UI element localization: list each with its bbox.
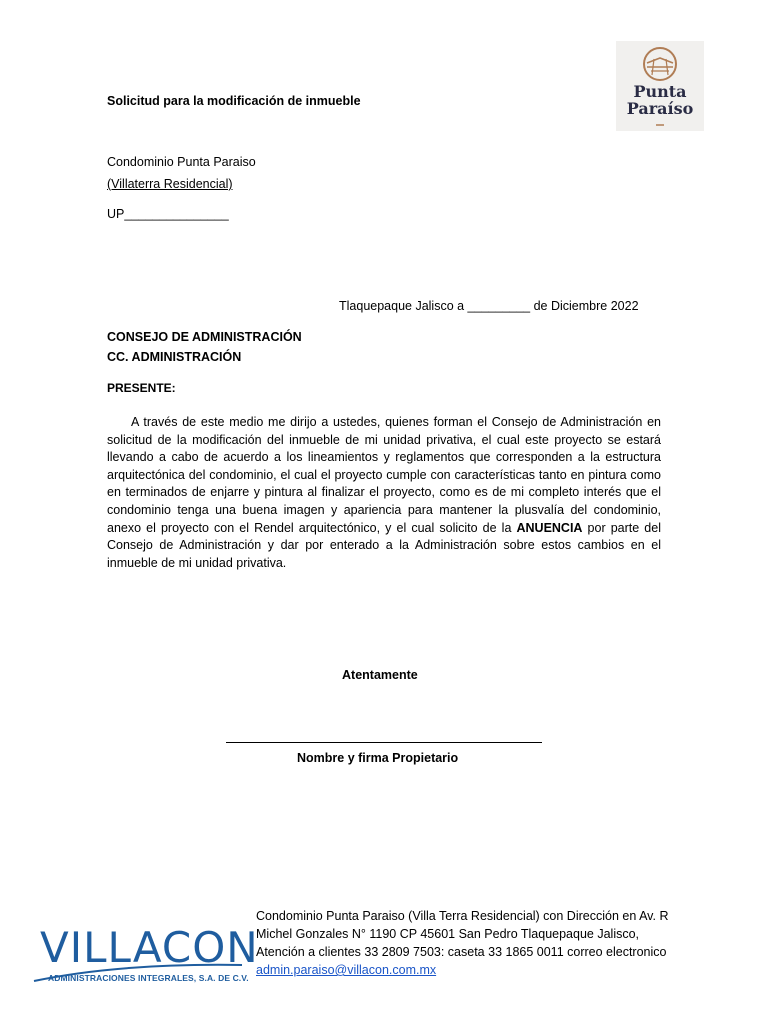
punta-paraiso-logo — [616, 41, 704, 131]
body-emphasis: ANUENCIA — [516, 520, 583, 535]
logo-word-punta: Punta — [633, 82, 687, 101]
document-title: Solicitud para la modificación de inmueble — [107, 94, 361, 108]
salutation: PRESENTE: — [107, 381, 176, 395]
closing: Atentamente — [342, 668, 418, 682]
body-text-part-1: A través de este medio me dirijo a ustedes, quienes forman el Consejo de Administración en solicitud de la modificación del inmueble de mi unidad privativa, el cual este proyecto se estará llevando a cabo de acuerdo a los lineamientos y reglamentos que corresponden a la estructura arquitectónica del condominio, el cual el proyecto cumple con características tanto en pintura como en terminados de enjarre y pintura al finalizar el proyecto, como es de mi completo interés que el condominio tenga una buena imagen y apariencia para mantener la plusvalía del condominio, anexo el proyecto con el Rendel arquitectónico, y el cual solicito de la — [107, 415, 661, 535]
villacon-logo-text: VILLACON — [40, 923, 259, 972]
footer-contact — [256, 907, 676, 979]
signature-line — [226, 742, 542, 743]
logo-word-paraiso: Paraíso — [626, 99, 694, 118]
footer-email-link[interactable]: admin.paraiso@villacon.com.mx — [256, 963, 437, 977]
addressee-line-1: CONSEJO DE ADMINISTRACIÓN — [107, 330, 302, 344]
date-line: Tlaquepaque Jalisco a _________ de Diciembre 2022 — [339, 299, 639, 313]
body-paragraph — [107, 414, 661, 572]
condo-subtitle: (Villaterra Residencial) — [107, 177, 233, 191]
condo-name: Condominio Punta Paraiso — [107, 155, 256, 169]
signature-label: Nombre y firma Propietario — [297, 751, 459, 765]
villacon-logo-subtitle: ADMINISTRACIONES INTEGRALES, S.A. DE C.V. — [48, 973, 249, 983]
body-text-part-2: por parte del Consejo de Administración y dar por enterado a la Administración sobre estos cambios en el inmueble de mi unidad privativa. — [107, 520, 661, 570]
addressee-line-2: CC. ADMINISTRACIÓN — [107, 350, 242, 364]
up-field: UP_______________ — [107, 207, 229, 221]
footer-contact-text: Condominio Punta Paraiso (Villa Terra Residencial) con Dirección en Av. R Michel Gonzales N° 1190 CP 45601 San Pedro Tlaquepaque Jalisco, Atención a clientes 33 2809 7503: caseta 33 1865 0011 correo electronico — [256, 909, 669, 959]
